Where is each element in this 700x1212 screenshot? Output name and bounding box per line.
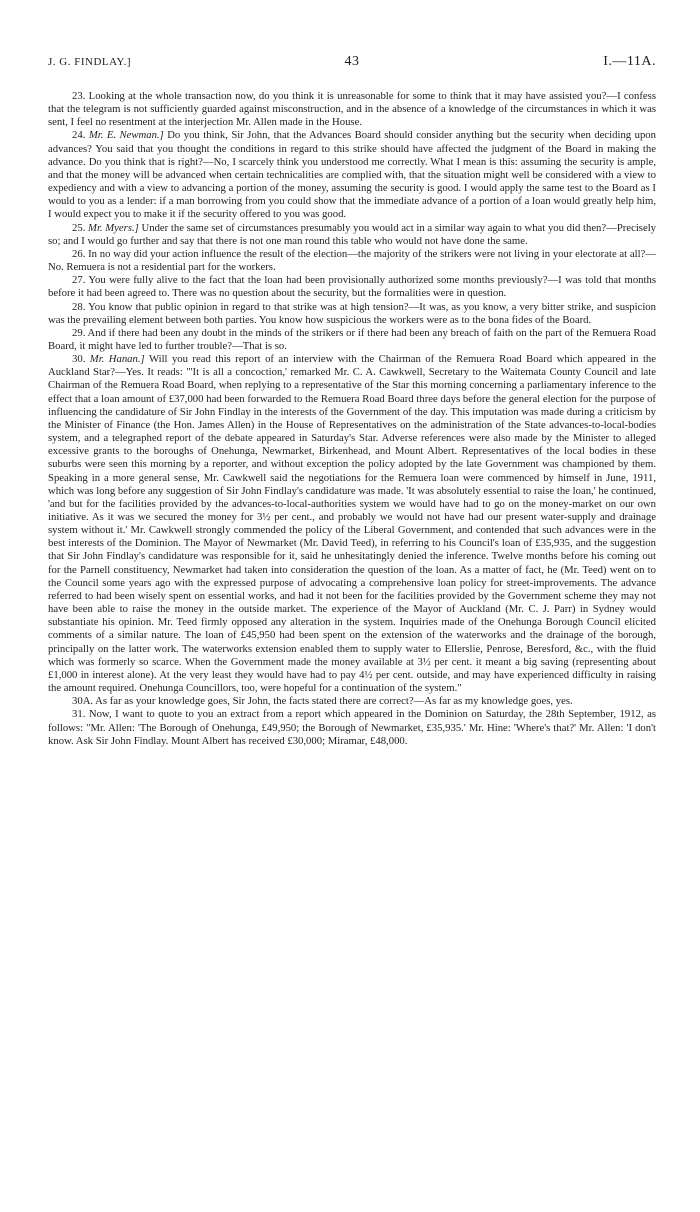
paragraph-27: [48, 274, 656, 300]
header-witness-name: J. G. FINDLAY.]: [48, 56, 131, 68]
paragraph-25: [48, 222, 656, 248]
paragraph-26: [48, 248, 656, 274]
document-body: [48, 90, 656, 748]
speaker-name: Mr. Hanan.]: [89, 353, 145, 366]
paragraph-30a: [48, 695, 656, 708]
paragraph-text: 30A. As far as your knowledge goes, Sir John, the facts stated there are correct?—As far as my knowledge goes, yes.: [72, 695, 573, 708]
paragraph-29: [48, 327, 656, 353]
paper-reference: I.—11A.: [603, 54, 656, 69]
paragraph-text: Do you think, Sir John, that the Advances Board should consider anything but the security when deciding upon advances? You said that you thought the conditions in regard to this strike should have affected the judgment of the Board in making the advance. Do you think that is right?—No, I scarcely think you understood me correctly. What I mean is this: assuming the security is ample, and that the money will be advanced when certain technicalities are complied with, that the situation might well be considered with a view to expediency and with a view to advancing a portion of the money, assuming the security is good. I would apply the same test to the Board as I would to you as a lender: if a man borrowing from you could show that the immediate advance of a portion of a loan would greatly help him, I would expect you to make it if the security offered to you was good.: [48, 129, 656, 221]
page-number: 43: [344, 54, 360, 69]
paragraph-text: 26. In no way did your action influence the result of the election—the majority of the strikers were not living in your electorate at all?—No. Remuera is not a residential part for the workers.: [48, 247, 656, 274]
paragraph-30: [48, 353, 656, 695]
paragraph-lead: 25.: [72, 221, 89, 234]
paragraph-text: 29. And if there had been any doubt in the minds of the strikers or if there had been any breach of faith on the part of the Remuera Road Board, it might have led to further trouble?—That is so.: [48, 326, 656, 352]
paragraph-text: 31. Now, I want to quote to you an extract from a report which appeared in the Dominion on Saturday, the 28th September, 1912, as follows: "Mr. Allen: 'The Borough of Onehunga, £49,950; the Borough of Newmarket, £35,935.' Mr. Hine: 'Where's that?' Mr. Allen: 'I don't know. Ask Sir John Findlay. Mount Albert has received £30,000; Miramar, £48,000.: [48, 708, 656, 747]
paragraph-text: 28. You know that public opinion in regard to that strike was at high tension?—It was, as you know, a very bitter strike, and suspicion was the prevailing element between both parties. You know how suspicious the workers were as to the bona fides of the Board.: [48, 300, 656, 326]
paragraph-lead: 30.: [72, 353, 90, 366]
paragraph-23: [48, 90, 656, 129]
paragraph-text: 23. Looking at the whole transaction now, do you think it is unreasonable for some to think that it may have assisted you?—I confess that the telegram is not sufficiently guarded against misconstruction, and in the absence of a knowledge of the circumstances in which it was sent, I feel no resentment at the interjection Mr. Allen made in the House.: [48, 90, 656, 129]
paragraph-lead: 24.: [72, 129, 89, 142]
paragraph-text: Under the same set of circumstances presumably you would act in a similar way again to what you did then?—Precisely so; and I would go further and say that there is not one man round this table who would not have done the same.: [48, 221, 657, 247]
paragraph-24: [48, 129, 656, 221]
document-page: [0, 56, 700, 1212]
page-header: [48, 56, 656, 84]
paragraph-text: Will you read this report of an interview with the Chairman of the Remuera Road Board which appeared in the Auckland Star?—Yes. It reads: "'It is all a concoction,' remarked Mr. C. A. Cawkwell, Secretary to the Waitemata County Council and late Chairman of the Remuera Road Board, when replying to a representative of the Star this morning concerning a parliamentary inference to the effect that a loan amount of £37,000 had been forwarded to the Remuera Road Board three days before the general election for the purpose of influencing the candidature of Sir John Findlay in the interests of the Government of the day. This imputation was made during a criticism by the Minister of Finance (the Hon. James Allen) in the House of Representatives on the administration of the State advances-to-local-bodies system, and a telegraphed report of the debate appeared in Saturday's Star. Adverse references were also made by the Minister to alleged excessive grants to the boroughs of Onehunga, Newmarket, Birkenhead, and Mount Albert. Representatives of the local bodies in these suburbs were seen this morning by a reporter, and without exception the policy adopted by the late Government was championed by them. Speaking in a more general sense, Mr. Cawkwell said the negotiations for the Remuera loan were commenced by himself in June, 1911, which was long before any suggestion of Sir John Findlay's candidature was made. 'It was absolutely essential to raise the loan,' he continued, 'and but for the facilities provided by the advances-to-local-authorities system we would have had to go on the money-market on our own initiative. As it was we secured the money for 3½ per cent., and probably we would not have had our present water-supply and drainage system without it.' Mr. Cawkwell strongly commended the policy of the Liberal Government, and contended that such advances were in the best interests of the Dominion. The Mayor of Newmarket (Mr. David Teed), in referring to his Council's loan of £35,935, and the suggestion that Sir John Findlay's candidature was responsible for it, said he unhesitatingly denied the inference. Twelve months before his coming out for the Parnell constituency, Newmarket had taken into consideration the question of the loan. As a matter of fact, he (Mr. Teed) went on to the Council some years ago with the expressed purpose of advocating a comprehensive loan policy for street-improvements. The advance referred to had been wisely spent on essential works, and had it not been for the facilities provided by the Government scheme they may not have been able to raise the money in the outside market. The experience of the Mayor of Auckland (Mr. C. J. Parr) in Sydney would substantiate his opinion. Mr. Teed firmly opposed any alteration in the system. Inquiries made of the Onehunga Borough Council elicited comments of a similar nature. The loan of £45,950 had been spent on the extension of the waterworks and the drainage of the borough, principally on the latter work. The waterworks extension enabled them to supply water to Ellerslie, Penrose, Beresford, &c., with the fluid which was formerly so scarce. When the Government made the money available at 3½ per cent. it meant a big saving (representing about £1,000 in interest alone). At the very least they would have had to pay 4½ per cent. outside, and may have experienced difficulty in raising the amount required. Onehunga Councillors, too, were hopeful for a continuation of the system.": [48, 353, 656, 695]
paragraph-28: [48, 301, 656, 327]
speaker-name: Mr. Myers.]: [88, 221, 139, 234]
paragraph-text: 27. You were fully alive to the fact that the loan had been provisionally authorized some months previously?—I was told that months before it had been agreed to. There was no question about the security, but the formalities were in question.: [48, 274, 656, 300]
speaker-name: Mr. E. Newman.]: [88, 129, 164, 142]
paragraph-31: [48, 708, 656, 747]
